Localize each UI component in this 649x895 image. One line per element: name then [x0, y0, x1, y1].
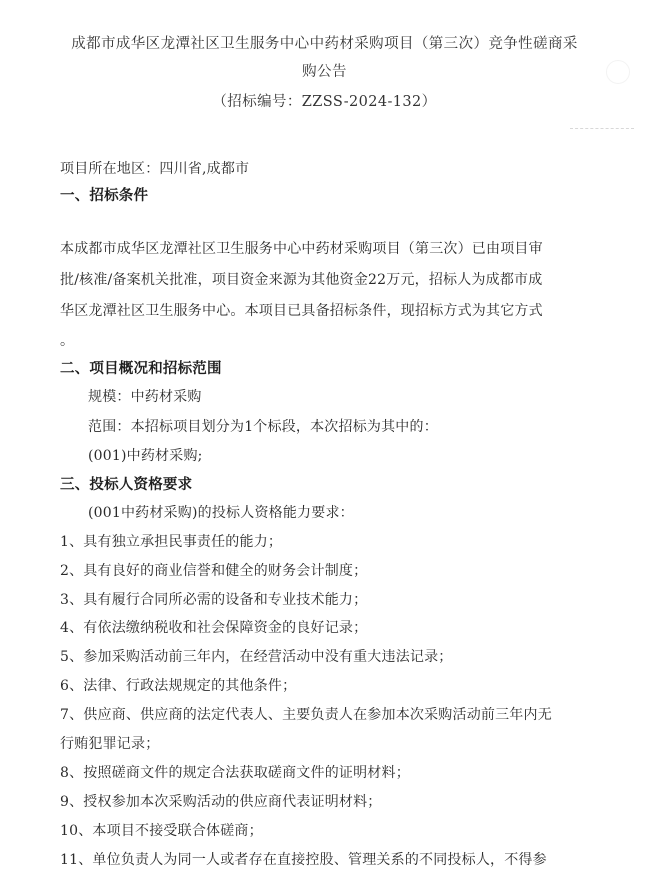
document-title-line-1: 成都市成华区龙潭社区卫生服务中心中药材采购项目（第三次）竞争性磋商采 [71, 36, 578, 52]
qualification-item: 1、具有独立承担民事责任的能力； [60, 534, 283, 550]
bidding-conditions-line: 本成都市成华区龙潭社区卫生服务中心中药材采购项目（第三次）已由项目审 [60, 241, 543, 257]
bidding-conditions-line: 。 [60, 333, 75, 349]
qualification-item: 行贿犯罪记录； [60, 736, 160, 752]
bidding-conditions-line: 批/核准/备案机关批准，项目资金来源为其他资金22万元，招标人为成都市成 [60, 272, 543, 288]
project-lot: (001)中药材采购; [88, 448, 203, 464]
qualification-item: 11、单位负责人为同一人或者存在直接控股、管理关系的不同投标人，不得参 [60, 852, 547, 868]
qualification-item: 6、法律、行政法规规定的其他条件； [60, 678, 297, 694]
bidding-conditions-line: 华区龙潭社区卫生服务中心。本项目已具备招标条件，现招标方式为其它方式 [60, 303, 543, 319]
qualification-item: 9、授权参加本次采购活动的供应商代表证明材料； [60, 794, 382, 810]
bid-number: （招标编号：ZZSS-2024-132） [212, 94, 437, 110]
project-scope: 范围：本招标项目划分为1个标段，本次招标为其中的： [88, 419, 438, 435]
qualification-item: 8、按照磋商文件的规定合法获取磋商文件的证明材料； [60, 765, 410, 781]
qualification-item: 10、本项目不接受联合体磋商； [60, 823, 263, 839]
qualification-intro: (001中药材采购)的投标人资格能力要求： [88, 505, 354, 521]
qualification-item: 2、具有良好的商业信誉和健全的财务会计制度； [60, 563, 368, 579]
qualification-item: 7、供应商、供应商的法定代表人、主要负责人在参加本次采购活动前三年内无 [60, 707, 552, 723]
section-heading-project-overview: 二、项目概况和招标范围 [60, 361, 222, 377]
qualification-item: 3、具有履行合同所必需的设备和专业技术能力； [60, 592, 368, 608]
section-heading-bidding-conditions: 一、招标条件 [60, 188, 149, 204]
document-title-line-2: 购公告 [302, 64, 347, 80]
qualification-item: 4、有依法缴纳税收和社会保障资金的良好记录； [60, 620, 368, 636]
divider [570, 128, 634, 129]
qualification-item: 5、参加采购活动前三年内，在经营活动中没有重大违法记录； [60, 649, 453, 665]
section-heading-bidder-qualifications: 三、投标人资格要求 [60, 477, 193, 493]
project-region: 项目所在地区：四川省,成都市 [60, 161, 250, 177]
project-scale: 规模：中药材采购 [88, 389, 202, 405]
